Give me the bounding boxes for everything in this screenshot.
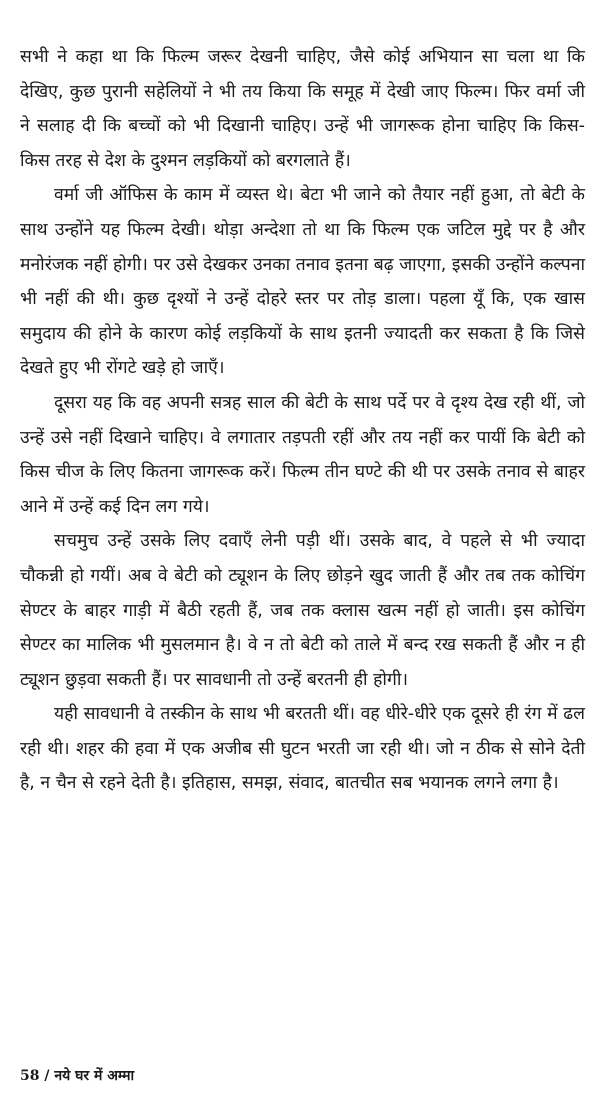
page-body bbox=[20, 40, 585, 801]
paragraph-3: दूसरा यह कि वह अपनी सत्रह साल की बेटी के साथ पर्दे पर वे दृश्य देख रही थीं, जो उन्हें उसे नहीं दिखाने चाहिए। वे लगातार तड़पती रहीं और तय नहीं कर पायीं कि बेटी को किस चीज के लिए कितना जागरूक करें। फिल्म तीन घण्टे की थी पर उसके तनाव से बाहर आने में उन्हें कई दिन लग गये। bbox=[20, 392, 585, 517]
paragraph-4: सचमुच उन्हें उसके लिए दवाएँ लेनी पड़ी थीं। उसके बाद, वे पहले से भी ज्यादा चौकन्नी हो गयीं। अब वे बेटी को ट्यूशन के लिए छोड़ने खुद जाती हैं और तब तक कोचिंग सेण्टर के बाहर गाड़ी में बैठी रहती हैं, जब तक क्लास खत्म नहीं हो जाती। इस कोचिंग सेण्टर का मालिक भी मुसलमान है। वे न तो बेटी को ताले में बन्द रख सकती हैं और न ही ट्यूशन छुड़वा सकती हैं। पर सावधानी तो उन्हें बरतनी ही होगी। bbox=[20, 531, 585, 690]
paragraph-2: वर्मा जी ऑफिस के काम में व्यस्त थे। बेटा भी जाने को तैयार नहीं हुआ, तो बेटी के साथ उन्होंने यह फिल्म देखी। थोड़ा अन्देशा तो था कि फिल्म एक जटिल मुद्दे पर है और मनोरंजक नहीं होगी। पर उसे देखकर उनका तनाव इतना बढ़ जाएगा, इसकी उन्होंने कल्पना भी नहीं की थी। कुछ दृश्यों ने उन्हें दोहरे स्तर पर तोड़ डाला। पहला यूँ कि, एक खास समुदाय की होने के कारण कोई लड़कियों के साथ इतनी ज्यादती कर सकता है कि जिसे देखते हुए भी रोंगटे खड़े हो जाएँ। bbox=[20, 185, 585, 379]
paragraph-5: यही सावधानी वे तस्कीन के साथ भी बरतती थीं। वह धीरे-धीरे एक दूसरे ही रंग में ढल रही थी। शहर की हवा में एक अजीब सी घुटन भरती जा रही थी। जो न ठीक से सोने देती है, न चैन से रहने देती है। इतिहास, समझ, संवाद, बातचीत सब भयानक लगने लगा है। bbox=[20, 704, 585, 794]
page-footer: 58 / नये घर में अम्मा bbox=[20, 1068, 135, 1084]
paragraph-1: सभी ने कहा था कि फिल्म जरूर देखनी चाहिए, जैसे कोई अभियान सा चला था कि देखिए, कुछ पुरानी सहेलियों ने भी तय किया कि समूह में देखी जाए फिल्म। फिर वर्मा जी ने सलाह दी कि बच्चों को भी दिखानी चाहिए। उन्हें भी जागरूक होना चाहिए कि किस-किस तरह से देश के दुश्मन लड़कियों को बरगलाते हैं। bbox=[20, 47, 585, 171]
